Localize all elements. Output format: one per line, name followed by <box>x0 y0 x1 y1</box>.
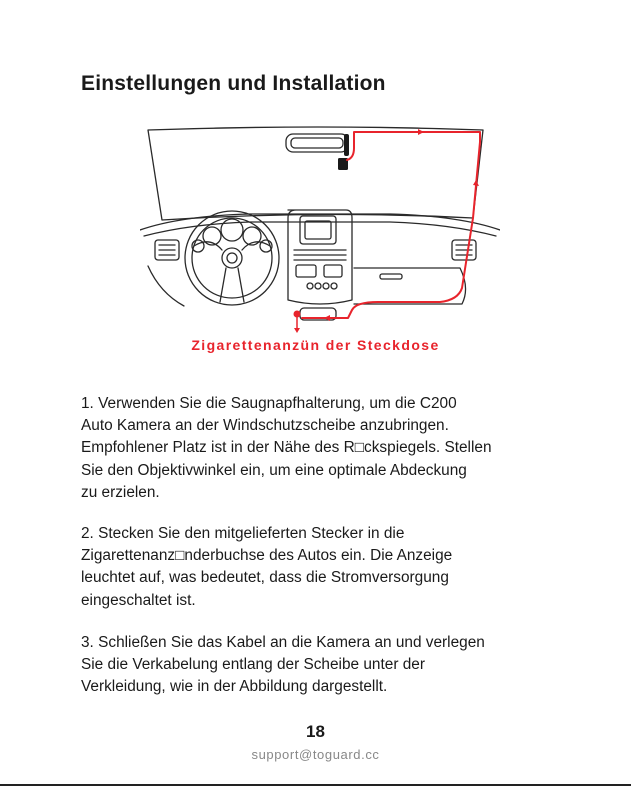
center-console <box>288 210 352 320</box>
bottom-divider <box>0 784 631 786</box>
support-email: support@toguard.cc <box>251 747 380 762</box>
instruction-step-3: 3. Schließen Sie das Kabel an die Kamera an und verlegen Sie die Verkabelung entlang der Scheibe unter der Verkleidung, wie in der Abbildung dargestellt. <box>81 634 485 696</box>
instruction-step-2: 2. Stecken Sie den mitgelieferten Stecker in die Zigarettenanz□nderbuchse des Autos ein. Die Anzeige leuchtet auf, was bedeutet, dass die Stromversorgung eingeschaltet ist. <box>81 525 453 609</box>
left-air-vent <box>155 240 179 260</box>
figure-caption: Zigarettenanzün der Steckdose <box>191 337 440 353</box>
right-air-vent <box>452 240 476 260</box>
rearview-mirror <box>286 134 348 152</box>
car-dashboard-installation-diagram <box>140 118 500 333</box>
page-title: Einstellungen und Installation <box>81 72 386 95</box>
power-cable-route <box>302 132 480 318</box>
instruction-step-1: 1. Verwenden Sie die Saugnapfhalterung, um die C200 Auto Kamera an der Windschutzscheibe anzubringen. Empfohlener Platz ist in der Nähe des R□ckspiegels. Stellen Sie den Objektivwinkel ein, um eine optimale Abdeckung zu erzielen. <box>81 395 492 501</box>
glove-box <box>354 268 466 304</box>
steering-wheel <box>185 211 279 305</box>
cable-direction-arrows <box>324 129 479 321</box>
page-number: 18 <box>306 722 325 741</box>
windshield-outline <box>148 127 483 220</box>
